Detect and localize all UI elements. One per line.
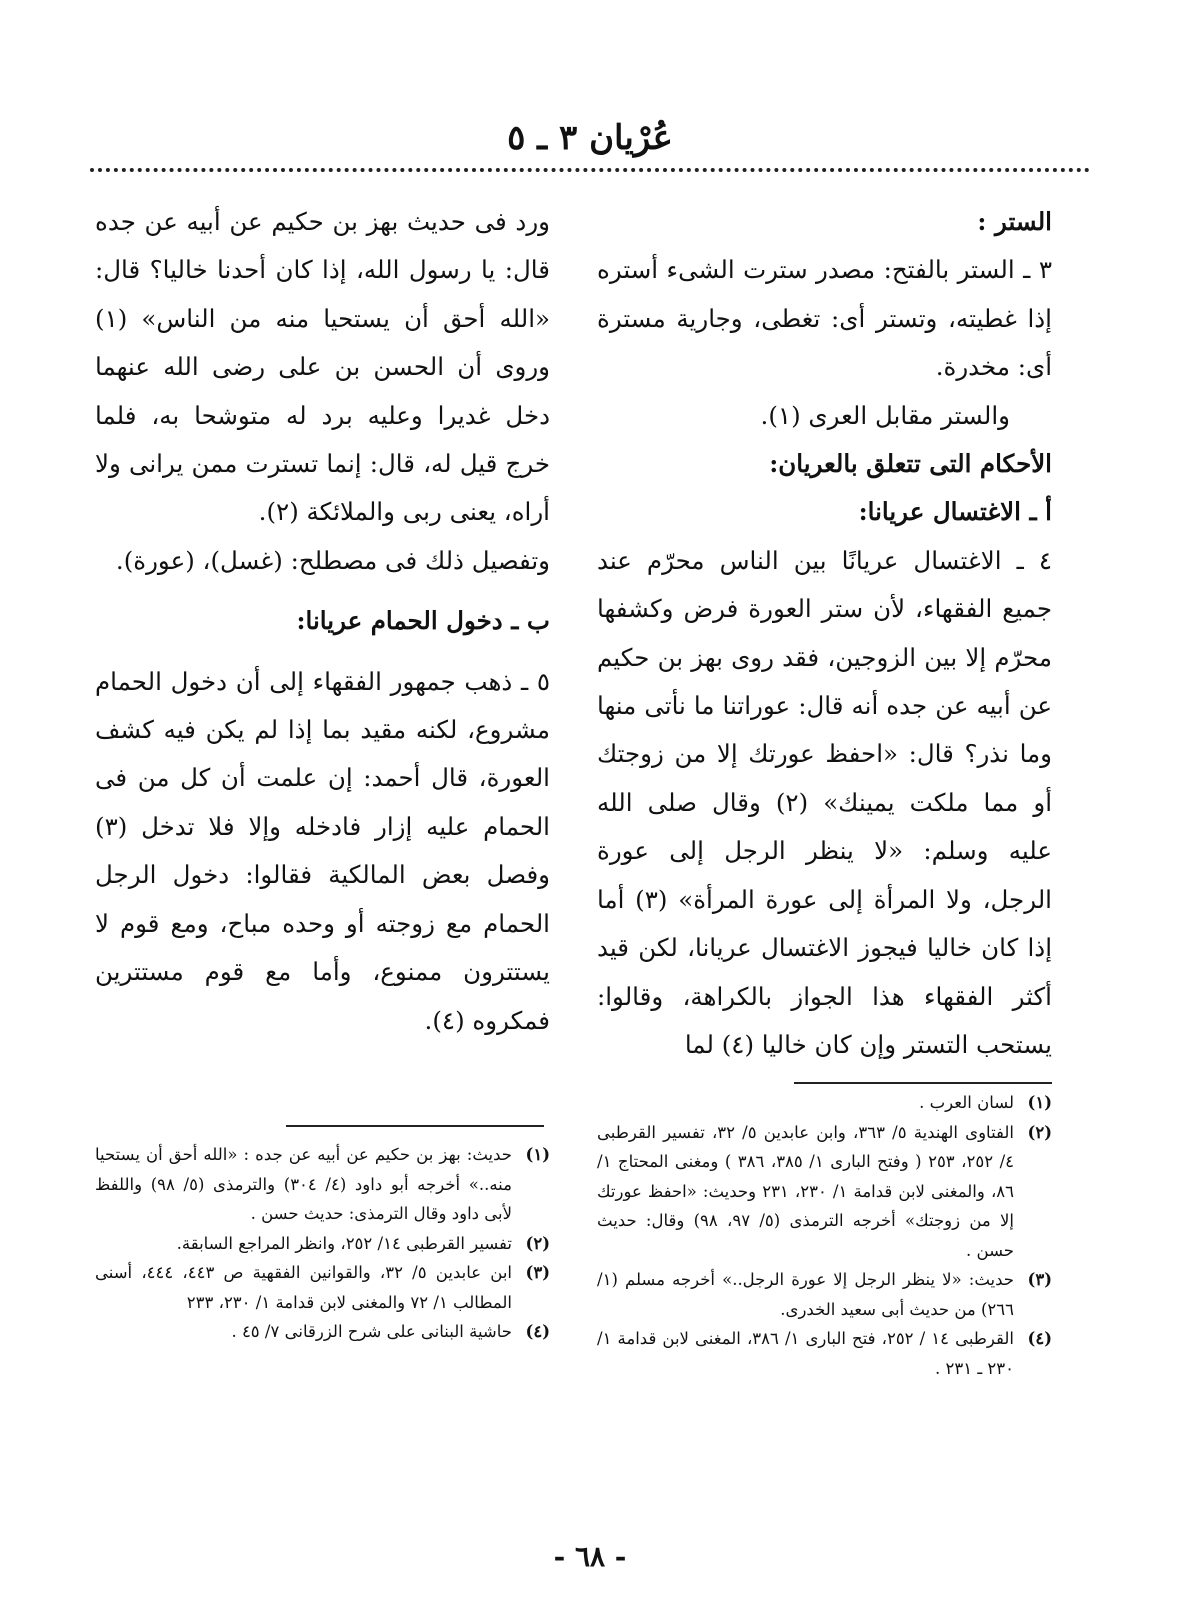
heading-section-a: أ ـ الاغتسال عريانا:	[858, 497, 1052, 527]
footnote	[597, 1324, 1052, 1383]
footnote-text: ابن عابدين ٥/ ٣٢، والقوانين الفقهية ص ٤٤٣، ٤٤٤، أسنى المطالب ١/ ٧٢ والمغنى لابن قدامة ١/ ٢٣٠، ٢٣٣	[95, 1263, 513, 1312]
footnote-number: (١)	[1027, 1093, 1052, 1112]
footnote-number: (٤)	[1027, 1329, 1052, 1348]
footnotes-left	[95, 1140, 550, 1347]
heading-section-b: ب ـ دخول الحمام عريانا:	[296, 606, 550, 636]
footnote-number: (٢)	[525, 1233, 550, 1253]
footnote-text: حاشية البنانى على شرح الزرقانى ٧/ ٤٥ .	[231, 1322, 512, 1341]
header-dotted-rule	[90, 168, 1090, 172]
running-header: عُرْيان ٣ ـ ٥	[507, 118, 673, 158]
paragraph-4: ٤ ـ الاغتسال عريانًا بين الناس محرّم عند جميع الفقهاء، لأن ستر العورة فرض وكشفها محرّم إلا بين الزوجين، فقد روى بهز بن حكيم عن أبيه عن جده أنه قال: عوراتنا ما نأتى منها وما نذر؟ قال: «احفظ عورتك إلا من زوجتك أو مما ملكت يمينك» (٢) وقال صلى الله عليه وسلم: «لا ينظر الرجل إلى عورة الرجل، ولا المرأة إلى عورة المرأة» (٣) أما إذا كان خاليا فيجوز الاغتسال عريانا، لكن قيد أكثر الفقهاء هذا الجواز بالكراهة، وقالوا: يستحب التستر وإن كان خاليا (٤) لما	[597, 545, 1052, 1059]
paragraph-3: ٣ ـ الستر بالفتح: مصدر سترت الشىء أستره إذا غطيته، وتستر أى: تغطى، وجارية مسترة أى: مخدرة.	[597, 255, 1052, 382]
paragraph-tafsil: وتفصيل ذلك فى مصطلح: (غسل)، (عورة).	[115, 545, 550, 575]
footnote-rule-left	[286, 1125, 544, 1127]
footnote-rule-right	[794, 1082, 1052, 1084]
footnote	[95, 1140, 550, 1229]
footnote	[95, 1258, 550, 1317]
footnote	[597, 1118, 1052, 1266]
footnote-text: حديث: «لا ينظر الرجل إلا عورة الرجل..» أخرجه مسلم (١/ ٢٦٦) من حديث أبى سعيد الخدرى.	[597, 1270, 1014, 1319]
footnote-text: لسان العرب .	[919, 1093, 1014, 1112]
paragraph-5: ٥ ـ ذهب جمهور الفقهاء إلى أن دخول الحمام مشروع، لكنه مقيد بما إذا لم يكن فيه كشف العورة، قال أحمد: إن علمت أن كل من فى الحمام عليه إزار فادخله وإلا فلا تدخل (٣) وفصل بعض المالكية فقالوا: دخول الرجل الحمام مع زوجته أو وحده مباح، ومع قوم لا يستترون ممنوع، وأما مع قوم مستترين فمكروه (٤).	[95, 666, 550, 1035]
footnote-text: حديث: بهز بن حكيم عن أبيه عن جده : «الله أحق أن يستحيا منه..» أخرجه أبو داود (٤/ ٣٠٤) والترمذى (٥/ ٩٨) واللفظ لأبى داود وقال الترمذى: حديث حسن .	[95, 1145, 512, 1223]
heading-satr: الستر :	[977, 207, 1052, 236]
footnote	[95, 1229, 550, 1259]
footnote-text: القرطبى ١٤ / ٢٥٢، فتح البارى ١/ ٣٨٦، المغنى لابن قدامة ١/ ٢٣٠ ـ ٢٣١ .	[597, 1329, 1014, 1378]
footnote	[597, 1088, 1052, 1118]
footnote-number: (١)	[525, 1145, 550, 1164]
paragraph-3-continuation: والستر مقابل العرى (١).	[760, 400, 1010, 430]
footnote-text: الفتاوى الهندية ٥/ ٣٦٣، وابن عابدين ٥/ ٣٢، تفسير القرطبى ٤/ ٢٥٢، ٢٥٣ ( وفتح البارى ١/ ٣٨٥، ٣٨٦ ) ومغنى المحتاج ١/ ٨٦، والمغنى لابن قدامة ١/ ٢٣٠، ٢٣١ وحديث: «احفظ عورتك إلا من زوجتك» أخرجه الترمذى (٥/ ٩٧، ٩٨) وقال: حديث حسن .	[597, 1122, 1015, 1260]
page-number: - ٦٨ -	[553, 1540, 627, 1573]
paragraph-continuation: ورد فى حديث بهز بن حكيم عن أبيه عن جده قال: يا رسول الله، إذا كان أحدنا خاليا؟ قال: «الله أحق أن يستحيا منه من الناس» (١) وروى أن الحسن بن على رضى الله عنهما دخل غديرا وعليه برد له متوشحا به، فلما خرج قيل له، قال: إنما تسترت ممن يرانى ولا أراه، يعنى ربى والملائكة (٢).	[95, 207, 550, 527]
footnotes-right	[597, 1088, 1052, 1383]
footnote-number: (٣)	[1027, 1270, 1052, 1289]
heading-ahkam: الأحكام التى تتعلق بالعريان:	[769, 449, 1052, 479]
footnote	[95, 1317, 550, 1347]
footnote-number: (٤)	[525, 1322, 550, 1341]
footnote	[597, 1265, 1052, 1324]
footnote-number: (٢)	[1027, 1122, 1052, 1142]
left-column	[95, 198, 550, 1045]
footnote-text: تفسير القرطبى ١٤/ ٢٥٢، وانظر المراجع السابقة.	[176, 1233, 512, 1253]
footnote-number: (٣)	[525, 1263, 550, 1282]
right-column	[597, 198, 1052, 1069]
